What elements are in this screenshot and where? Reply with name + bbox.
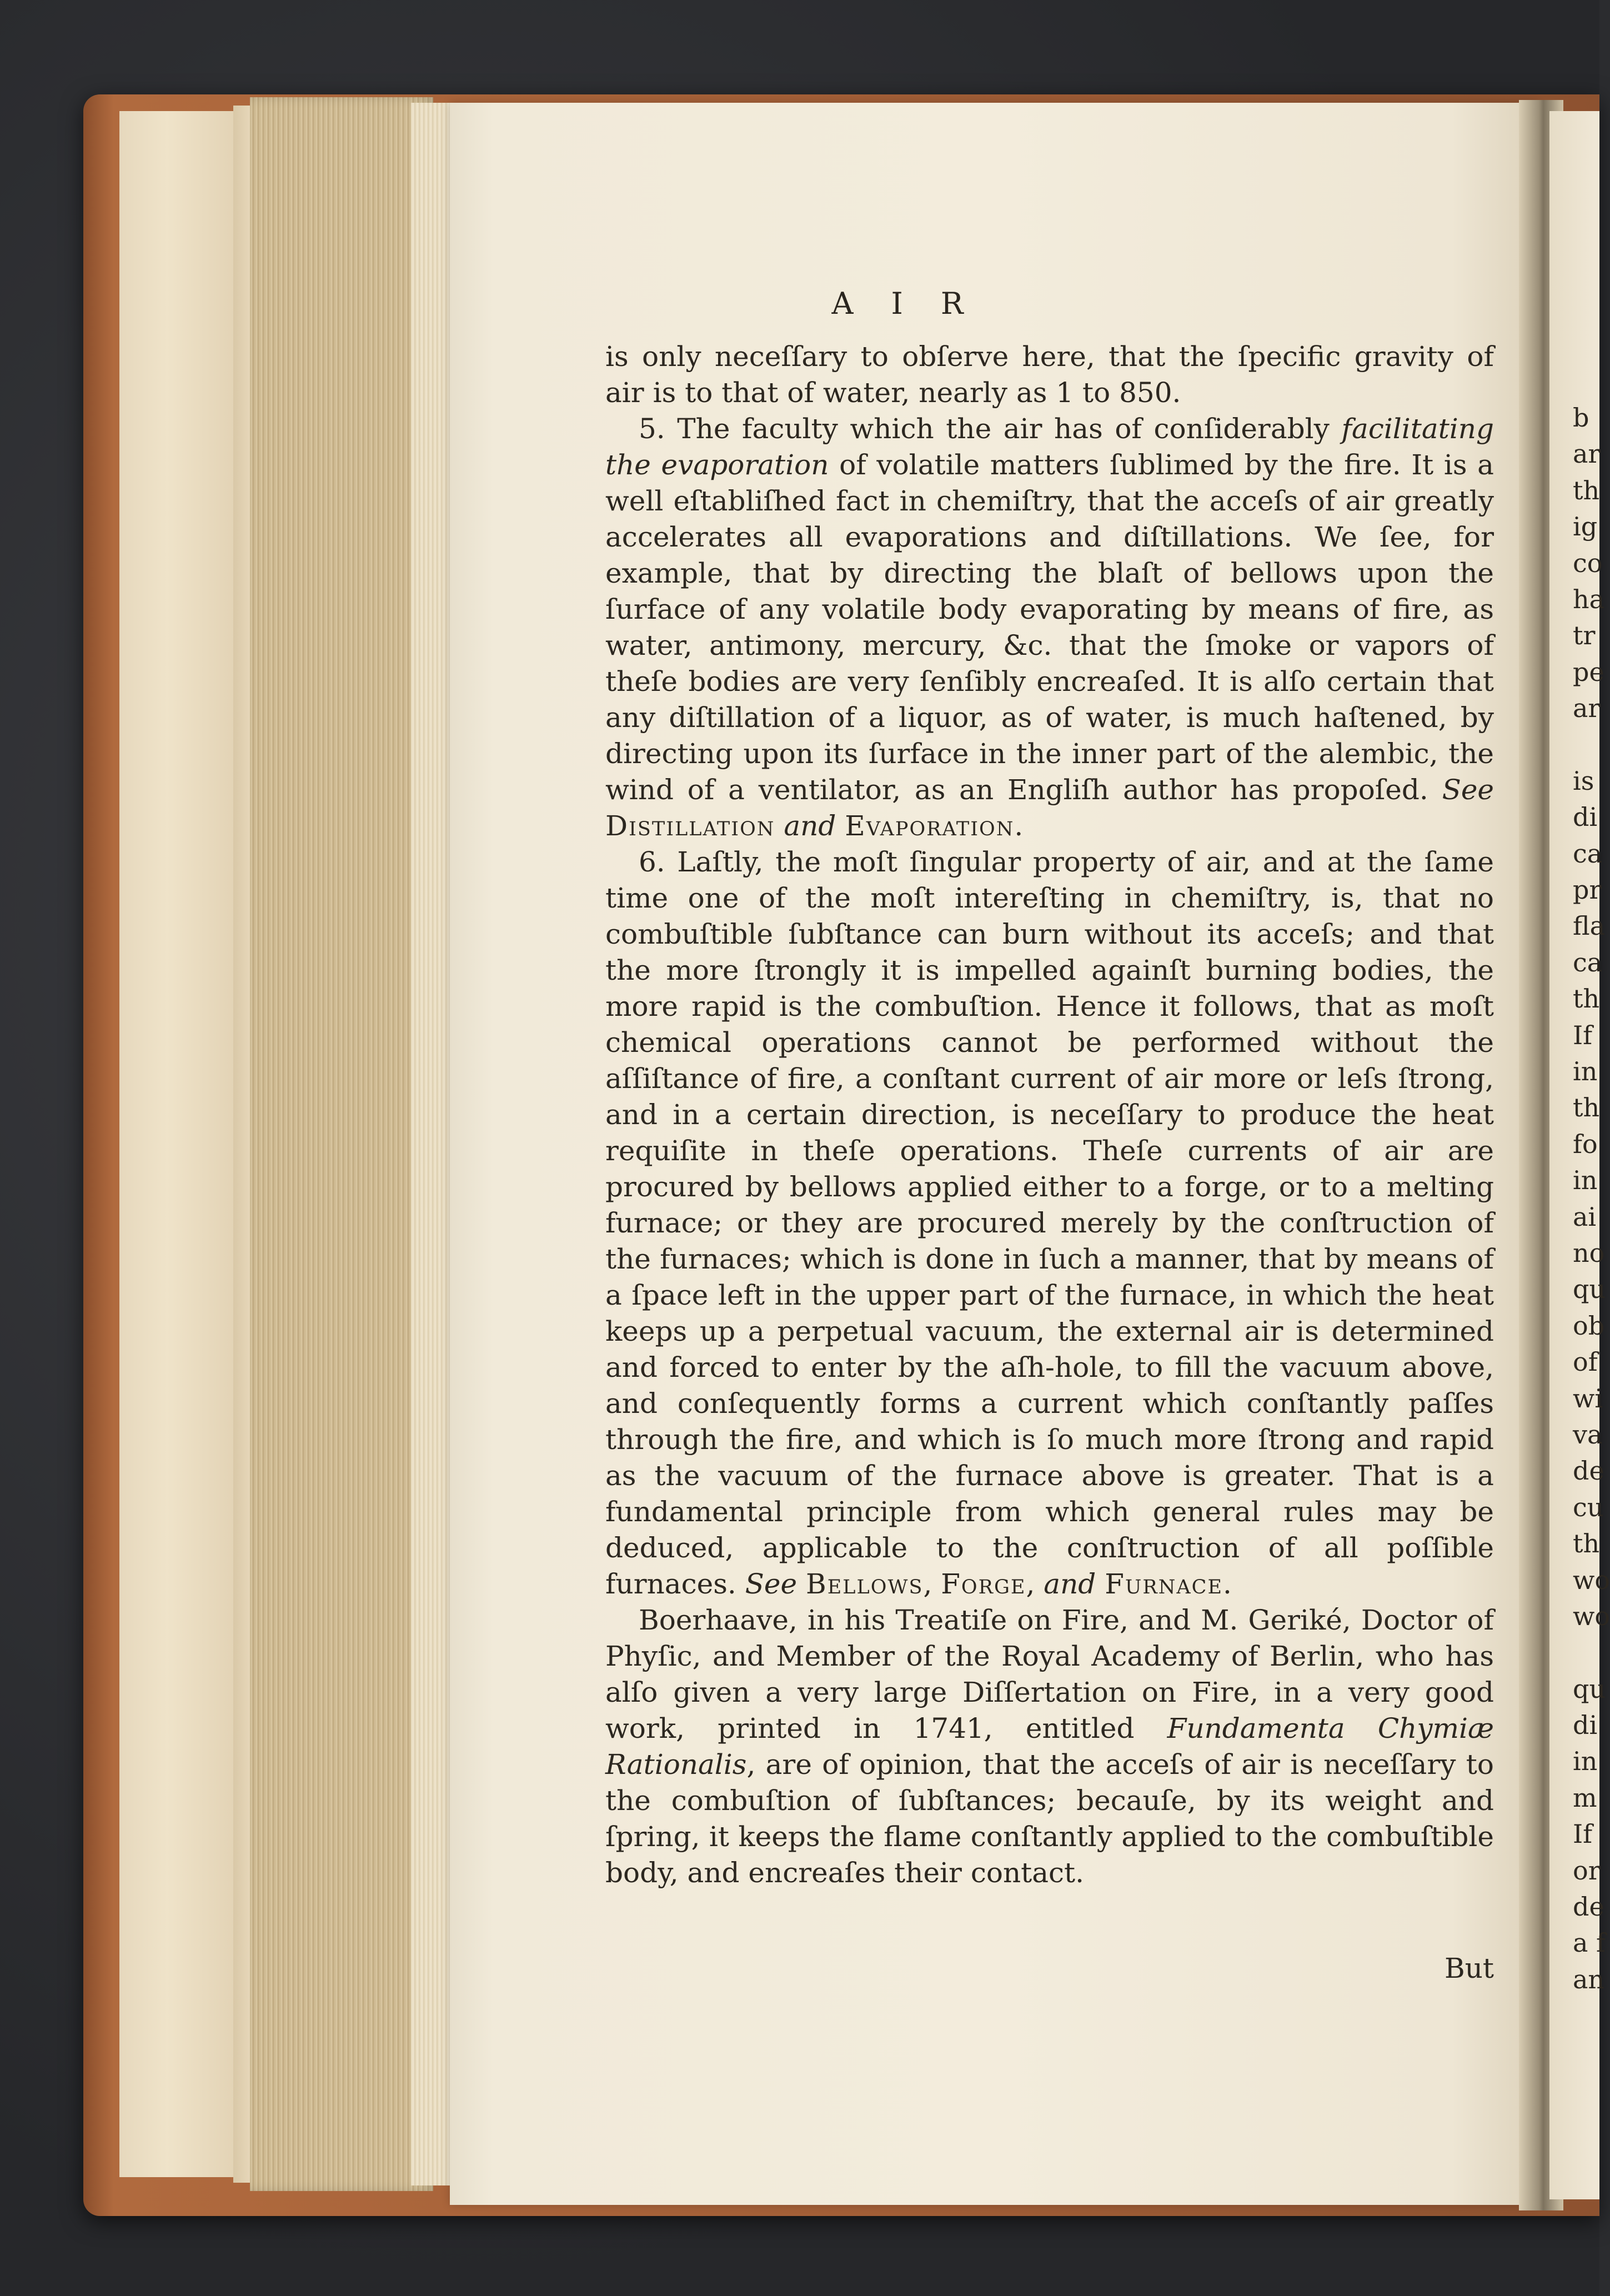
text-run: Evaporation <box>845 810 1015 842</box>
facing-page-fragment <box>1573 1635 1599 1671</box>
text-run: See <box>745 1568 798 1600</box>
facing-page-fragment: wo <box>1573 1601 1610 1631</box>
facing-page-fragment: di <box>1573 802 1598 833</box>
facing-page-fragment: ar <box>1573 439 1601 469</box>
facing-page-text <box>1573 400 1610 1998</box>
facing-page-fragment: fla <box>1573 911 1606 941</box>
facing-page-fragment: ai <box>1573 1201 1597 1232</box>
text-run: See <box>1442 774 1494 806</box>
facing-page-fragment: If <box>1573 1020 1593 1050</box>
facing-page-fragment: th <box>1573 984 1600 1014</box>
facing-page-fragment: ig <box>1573 512 1598 542</box>
facing-page-fragment: ca <box>1573 947 1603 977</box>
facing-page-fragment: de <box>1573 1892 1604 1922</box>
text-run <box>836 810 845 842</box>
catchword: But <box>1444 1952 1494 1984</box>
paragraph-3 <box>605 844 1494 1602</box>
facing-page-fragment: de <box>1573 1456 1604 1486</box>
text-run: . <box>1014 810 1024 842</box>
text-run: 6. Laſtly, the moſt ſingular property of air, and at the ſame time one of the moſt intereſting in chemiſtry, is, that no combuſtible ſubſtance can burn without its acceſs; and that the more ſtrongly it is impelled againſt burning bodies, the more rapid is the combuſtion. Hence it follows, that as moſt chemical operations cannot be performed without the aſſiſtance of fire, a conſtant current of air more or leſs ſtrong, and in a certain direction, is neceſſary to produce the heat requiſite in theſe operations. Theſe currents of air are procured by bellows applied either to a forge, or to a melting furnace; or they are procured merely by the conſtruction of the furnaces; which is done in ſuch a manner, that by means of a ſpace left in the upper part of the furnace, in which the heat keeps up a perpetual vacuum, the external air is determined and forced to enter by the aſh-hole, to fill the vacuum above, and conſequently forms a current which conſtantly paſſes through the fire, and which is ſo much more ſtrong and rapid as the vacuum of the furnace above is greater. That is a fundamental principle from which general rules may be deduced, applicable to the conſtruction of all poſſible furnaces. <box>605 846 1494 1600</box>
facing-page-fragment: di <box>1573 1710 1598 1741</box>
facing-page-fragment: wi <box>1573 1383 1603 1413</box>
facing-page-fragment <box>1573 727 1599 763</box>
body-text <box>605 339 1494 1891</box>
text-run <box>797 1568 806 1600</box>
text-run <box>1096 1568 1105 1600</box>
facing-page-fragment: wo <box>1573 1565 1610 1595</box>
facing-page-fragment: qu <box>1573 1274 1606 1305</box>
text-run: Forge <box>941 1568 1026 1600</box>
facing-page-fragment: cu <box>1573 1492 1604 1522</box>
text-run: 5. The faculty which the air has of conſiderably <box>639 413 1342 445</box>
facing-page-fragment: co <box>1573 548 1603 578</box>
facing-page-fragment: in <box>1573 1165 1598 1196</box>
text-run: Furnace <box>1105 1568 1223 1600</box>
text-run: Boerhaave, in his Treatiſe on Fire, and M. Geriké, Doctor of Phyſic, and Member of the Royal Academy of Berlin, who has alſo given a very large Diſſertation on Fire, in a very good work, printed in 1741, entitled <box>605 1604 1494 1744</box>
text-run <box>775 810 784 842</box>
facing-page-fragment: in <box>1573 1056 1598 1087</box>
text-run: Fundamenta Chymiæ Rationalis <box>605 1712 1494 1781</box>
paragraph-2 <box>605 411 1494 844</box>
facing-page-fragment: b <box>1573 403 1589 433</box>
facing-page-fragment: pe <box>1573 656 1604 687</box>
text-run: Bellows <box>806 1568 924 1600</box>
text-run: facilitating the evaporation <box>605 413 1494 481</box>
text-run: , are of opinion, that the acceſs of air is neceſſary to the combuſtion of ſubſtances; becauſe, by its weight and ſpring, it keeps the flame conſtantly applied to the combuſtible body, and encreaſes their contact. <box>605 1748 1494 1889</box>
paragraph-1 <box>605 339 1494 411</box>
facing-page-fragment: th <box>1573 475 1600 505</box>
flyleaf <box>119 111 239 2177</box>
text-run: . <box>1223 1568 1232 1600</box>
text-run: Distillation <box>605 810 775 842</box>
facing-page-fragment: a f <box>1573 1928 1606 1958</box>
facing-page-fragment: fo <box>1573 1129 1598 1159</box>
facing-page-fragment: ha <box>1573 584 1605 614</box>
paragraph-4 <box>605 1602 1494 1891</box>
text-run: is only neceſſary to obſerve here, that the ſpecific gravity of air is to that of water, nearly as 1 to 850. <box>605 340 1494 409</box>
text-run: , <box>923 1568 941 1600</box>
facing-page-fragment: ar <box>1573 693 1601 724</box>
facing-page-fragment: m <box>1573 1782 1597 1813</box>
facing-page-fragment: th <box>1573 1092 1600 1123</box>
facing-page-fragment: If <box>1573 1819 1593 1849</box>
text-run: and <box>1044 1568 1096 1600</box>
facing-page-fragment: is <box>1573 765 1594 796</box>
facing-page-fragment: or <box>1573 1855 1601 1886</box>
facing-page-fragment: pr <box>1573 875 1602 905</box>
facing-page-fragment: in <box>1573 1746 1598 1777</box>
facing-page-fragment: th <box>1573 1528 1600 1559</box>
facing-page-fragment: qu <box>1573 1673 1606 1704</box>
facing-page-fragment: of <box>1573 1347 1598 1377</box>
facing-page-fragment: ca <box>1573 838 1603 869</box>
facing-page-fragment: an <box>1573 1964 1605 1994</box>
text-run: and <box>784 810 836 842</box>
facing-page-fragment: ob <box>1573 1310 1605 1341</box>
text-run: , <box>1026 1568 1044 1600</box>
page-edges <box>250 97 433 2191</box>
running-head: AIR <box>831 286 1001 321</box>
facing-page-fragment: tr <box>1573 620 1596 651</box>
facing-page-fragment: va <box>1573 1419 1603 1450</box>
facing-page-fragment: no <box>1573 1237 1605 1268</box>
text-run: of volatile matters ſublimed by the fire. It is a well eſtabliſhed fact in chemiſtry, that the acceſs of air greatly accelerates all evaporations and diſtillations. We ſee, for example, that by directing the blaſt of bellows upon the ſurface of any volatile body evaporating by means of fire, as water, antimony, mercury, &c. that the ſmoke or vapors of theſe bodies are very ſenſibly encreaſed. It is alſo certain that any diſtillation of a liquor, as of water, is much haſtened, by directing upon its ſurface in the inner part of the alembic, the wind of a ventilator, as an Engliſh author has propoſed. <box>605 449 1494 806</box>
